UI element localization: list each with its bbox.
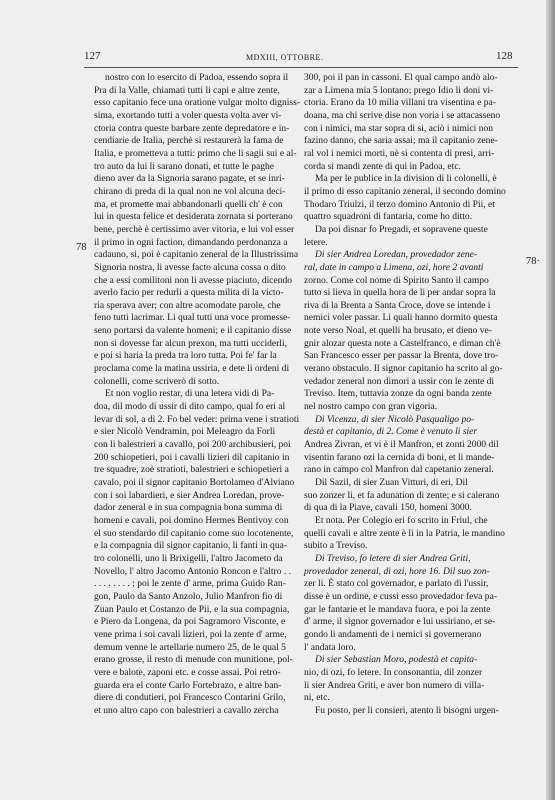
text-line: Zuan Paulo et Costanzo de Pii, e la sua compagnia, [94, 603, 290, 615]
text-line: seno portarsi da valente homeni; e il capitanio disse [94, 325, 292, 337]
text-line: levar di sol, a dì 2. Fo bel veder: prima vene i stratioti [94, 413, 300, 425]
text-line: doana, ma chi scrive dise non voria i se attacasseno [304, 109, 501, 121]
text-line: . . . . . . . . ; poi le zente d' arme, prima Guido Ran- [94, 578, 286, 590]
text-line: zar a Limena mia 5 lontano; prego Idio li doni vi- [304, 84, 494, 96]
text-line: doa, dil modo di ussir di dito campo, qual fo eri al [94, 401, 286, 413]
text-line: non si dovesse far alcun prexon, ma tutti ucciderli, [94, 337, 288, 349]
text-line: l' andata loro. [304, 641, 356, 653]
text-line: nel nostro campo con gran vigoria. [304, 401, 438, 413]
text-line: note verso Noal, et quelli ha brusato, et dieno ve- [304, 325, 492, 337]
text-line: riva di la Brenta a Santa Croce, dove se intende i [304, 299, 491, 311]
text-line: destà et capitanio, di 2. Come è venuto li sier [304, 426, 478, 438]
text-line: demum venne le artellarie numero 25, de le qual 5 [94, 641, 286, 653]
text-line: disse è un ordine, e cussi esso provedador feva pa- [304, 590, 497, 602]
text-line: Italia, e prometteva a tutti: primo che li sagii sui e al- [94, 147, 297, 159]
text-line: el suo stendardo dil capitanio come suo locotenente, [94, 527, 294, 539]
text-line: con li balestrieri a cavallo, poi 200 archibusieri, poi [94, 439, 291, 451]
text-line: visentin farano ozi la cernida di boni, et li mande- [304, 451, 495, 463]
text-line: rano in campo col Manfron dal capetanio zeneral. [304, 464, 494, 476]
text-line: fazino danno, che saria assai; ma il capitanio zene- [304, 135, 498, 147]
text-line: Novello, l' altro Jacomo Antonio Roncon e l'altro . . [94, 565, 291, 577]
text-line: Fu posto, per li consieri, atento li bisogni urgen- [315, 704, 499, 716]
text-line: Ma per le publice in la division di li colonelli, è [315, 173, 497, 185]
text-line: quattro squadroni di fantaria, come ho ditto. [304, 211, 473, 223]
right-margin-number: 78· [526, 256, 540, 267]
text-line: subito a Treviso. [304, 540, 368, 552]
right-page-number: 128 [496, 50, 513, 62]
text-line: e sier Nicolò Vendramin, poi Meleagro da Forlì [94, 426, 276, 438]
text-line: dieno aver da la Signoria sarano pagate, et se inri- [94, 173, 285, 185]
text-line: gon, Paulo da Santo Anzolo, Julio Manfron fio di [94, 590, 283, 602]
text-line: che a essi comilitoni non li avesse piaciuto, dicendo [94, 274, 293, 286]
text-line: vene prima i soi cavali lizieri, poi la zente d' arme, [94, 628, 287, 640]
text-line: Treviso. Item, tuttavia zonze da ogni banda zente [304, 388, 492, 400]
text-line: ctoria contra queste barbare zente depredatore e in- [94, 122, 290, 134]
text-line: ma, et promette mai abbandonarli quelli ch' è con [94, 198, 283, 210]
text-line: Dil Sazil, di sier Zuan Vitturi, di eri, Dil [315, 477, 468, 488]
text-line: dador zeneral e in sua compagnia bona summa di [94, 502, 283, 514]
text-line: il primo di esso capitanio zeneral, il secondo domino [304, 185, 506, 197]
left-margin-number: 78 [76, 242, 87, 253]
text-line: Di Treviso, fo letere di sier Andrea Griti, [315, 552, 471, 564]
text-line: quelli cavali e altre zente è lì in la Patria, le mandino [304, 527, 505, 539]
text-line: Et nota. Per Colegio eri fo scrito in Friul, che [315, 514, 488, 526]
text-line: e la compagnia dil signor capitanio, li fanti in qua- [94, 540, 288, 552]
text-line: il primo in ogni faction, dimandando perdonanza a [94, 236, 288, 248]
text-line: proclama come la matina ussiria, e dete li ordeni di [94, 363, 290, 375]
text-line: erano grosse, il resto di menude con munitione, pol- [94, 654, 293, 666]
left-text-column [94, 72, 307, 717]
text-line: esso capitanio fece una oratione vulgar molto digniss- [94, 97, 300, 109]
text-line: tre squadre, zoè stratioti, balestrieri e schiopetieri a [94, 464, 289, 476]
text-line: cavalo, poi il signor capitanio Bortolameo d'Alviano [94, 477, 295, 488]
text-line: Pra di la Valle, chiamati tutti li capi e altre zente, [94, 84, 280, 96]
text-line: e Piero da Longena, da poi Sagramoro Visconte, e [94, 616, 286, 628]
text-line: colonelli, come scriverò di sotto. [94, 375, 220, 387]
page-binding-shadow [546, 0, 555, 800]
text-line: ral, date in campo a Limena, ozi, hore 2 avanti [304, 261, 484, 273]
text-line: con i nimici, ma star sopra di si, aciò i nimici non [304, 122, 494, 134]
text-line: guarda era el conte Carlo Fortebrazo, e altre ban- [94, 679, 282, 691]
text-line: zer li. È stato col governador, e parlato di l'ussir, [304, 578, 489, 590]
text-line: tro auto da lui li sarano donati, et tutte le paghe [94, 160, 275, 172]
text-line: vedador zeneral non dimori a ussir con le zente di [304, 375, 495, 387]
text-line: bene, perchè è certissimo aver vitoria, e lui vol esser [94, 223, 295, 235]
text-line: ral vol i nemici morti, nè si contenta di presi, arri- [304, 147, 495, 159]
text-line: nostro con lo esercito di Padoa, essendo sopra il [105, 72, 289, 83]
text-line: li sier Andrea Griti, e aver bon numero di villa- [304, 679, 485, 691]
text-line: feno tutti lacrimar. Li qual tutti una voce promesse- [94, 312, 291, 324]
text-line: tro colonelli, uno li Brixigelli, l'altro Jacometo da [94, 552, 283, 564]
text-line: suo zonzer li, et fa adunation di zente; e si calerano [304, 489, 500, 501]
text-line: vere e balote, zaponi etc. e cosse assai. Poi retro- [94, 666, 281, 678]
text-line: e poi si haria la preda tra loro tutta. Poi fe' far la [94, 350, 277, 362]
right-text-column [304, 72, 517, 717]
text-line: Signoria nostra, li avesse facto alcuna cossa o dito [94, 261, 286, 273]
text-line: di qua di la Piave, cavali 150, homeni 3000. [304, 502, 472, 514]
text-line: cadauno, si, poi è capitanio zeneral de la Illustrissima [94, 249, 299, 261]
text-line: 200 schiopetieri, poi i cavalli lizieri dil capitanio in [94, 451, 290, 463]
text-line: Thodaro Triulzi, il terzo domino Antonio di Pii, et [304, 198, 495, 210]
text-line: Di sier Sebastian Moro, podestà et capita- [315, 654, 478, 666]
text-line: provedador zeneral, di ozi, hore 16. Dil suo zon- [304, 565, 490, 577]
text-line: zorno. Come col nome di Spirito Santo il campo [304, 274, 489, 286]
text-line: Et non voglio restar, di una letera vidi di Pa- [105, 388, 275, 400]
text-line: nemici voler passar. Li quali hanno dormito questa [304, 312, 498, 324]
header-rule [84, 67, 518, 68]
text-line: averlo facio per redurli a questa milita di la victo- [94, 287, 284, 299]
text-line: Di sier Andrea Loredan, provedador zene- [315, 249, 478, 261]
text-line: 300, poi il pan in cassoni. El qual campo andò alo- [304, 72, 498, 83]
text-line: gnir alozar questa note a Castelfranco, e diman ch'è [304, 337, 501, 349]
running-header: MDXIII, OTTOBRE. [246, 53, 324, 62]
text-line: sima, exortando tutti a voler questa volta aver vi- [94, 109, 282, 121]
text-line: Andrea Zivran, et vi è il Manfron, et zonti 2000 dil [304, 439, 499, 451]
text-line: ni, etc. [304, 692, 330, 704]
text-line: gondo li andamenti de i nemici si governerano [304, 628, 482, 640]
text-line: lui in questa felice et desiderata zornata si porterano [94, 211, 293, 223]
text-line: Di Vicenza, di sier Nicolò Pasqualigo po- [315, 413, 475, 425]
left-page-number: 127 [84, 50, 101, 62]
text-line: homeni e cavali, poi domino Hermes Bentivoy con [94, 514, 289, 526]
text-line: d' arme, il signor governador e lui ussiriano, et se- [304, 616, 496, 628]
text-line: tutto si lieva in quella hora de li per andar sopra la [304, 287, 496, 299]
text-line: chirano di preda di la qual non ne vol alcuna deci- [94, 185, 286, 197]
text-line: letere. [304, 236, 328, 248]
text-line: con i soi labardieri, e sier Andrea Loredan, prove- [94, 489, 285, 501]
text-line: ctoria. Erano da 10 milia villani tra visentina e pa- [304, 97, 496, 109]
text-line: corda si mandi zente di qui in Padoa, etc. [304, 160, 461, 172]
text-line: diere di condutieri, poi Francesco Contarini Grilo, [94, 692, 286, 704]
text-line: verano obstaculo. Il signor capitanio ha scrito al go- [304, 363, 503, 375]
text-line: nio, di ozi, fo letere. In consonantia, dil zonzer [304, 666, 483, 678]
text-line: Da poi disnar fo Pregadi, et sopravene queste [315, 223, 488, 235]
text-line: San Francesco esser per passar la Brenta, dove tro- [304, 350, 499, 362]
text-line: et uno altro capo con balestrieri a cavallo zercha [94, 704, 279, 716]
text-line: cendiarie de Italia, perchè si restaurerà la fama de [94, 135, 284, 147]
text-line: gar le fantarie et le mandava fuora, e poi la zente [304, 603, 491, 615]
text-line: ria sperava aver; con altre acomodate parole, che [94, 299, 281, 311]
